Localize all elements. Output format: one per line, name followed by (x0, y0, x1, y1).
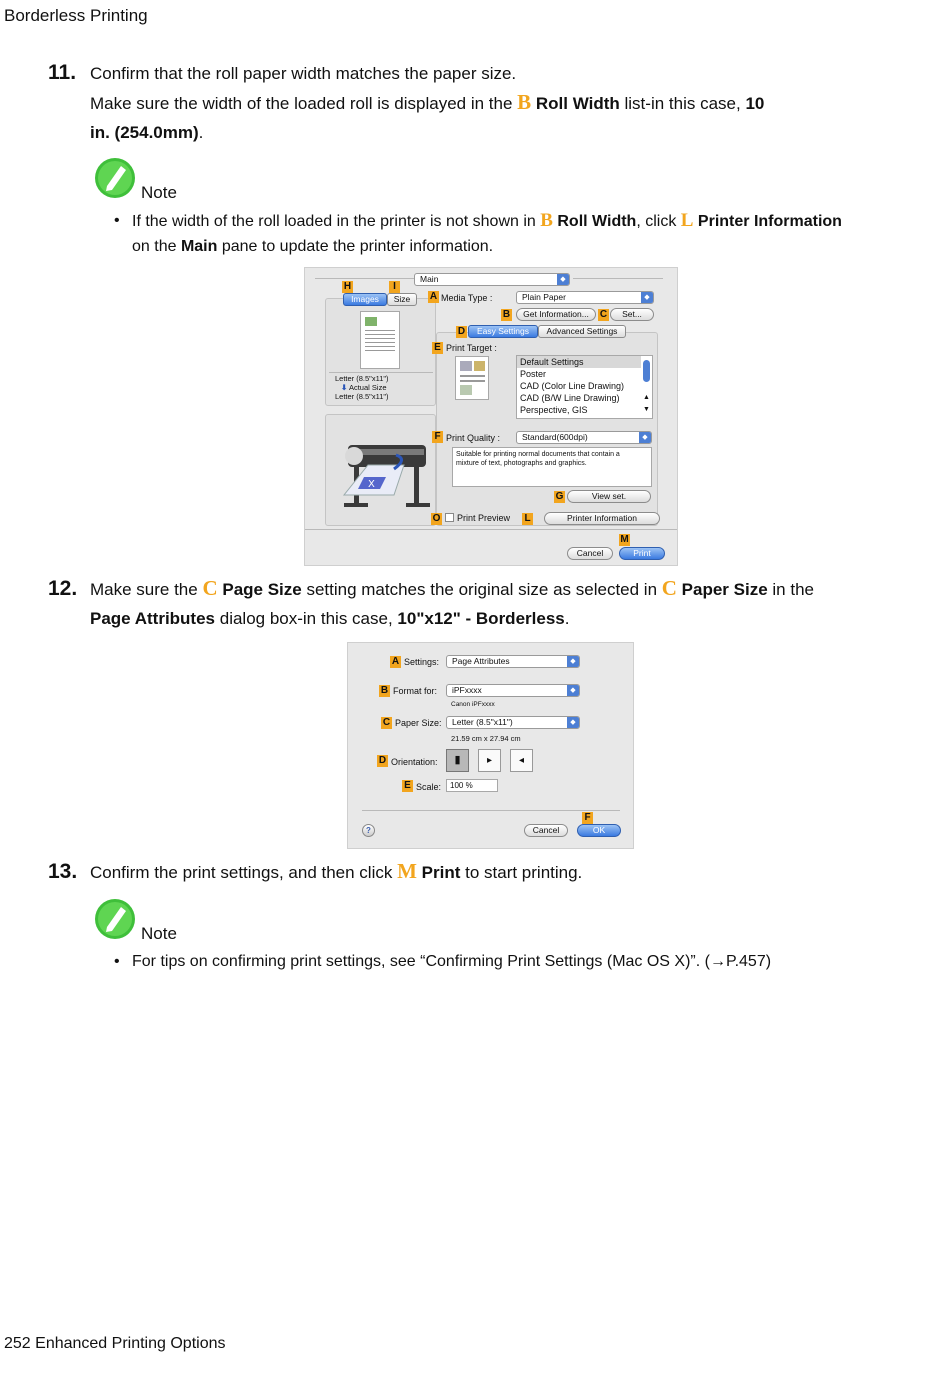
svg-text:X: X (368, 479, 375, 490)
print-preview-checkbox[interactable] (445, 513, 454, 522)
pencil-note-icon (94, 157, 136, 199)
print-target-list[interactable] (516, 355, 653, 419)
note-label: Note (141, 924, 177, 943)
tab-size[interactable]: Size (387, 293, 417, 306)
step-12: 12. Make sure the C Page Size setting matches the original size as selected in C Paper Size in the Page Attributes dialog box-in this case, 10"x12" - Borderless. (48, 576, 814, 628)
page-preview (360, 311, 400, 369)
portrait-orientation-icon[interactable]: ▮ (446, 749, 469, 772)
note-item: • If the width of the roll loaded in the printer is not shown in B Roll Width, click L Printer Information on the Main pane to update the printer information. (114, 210, 842, 255)
tab-easy-settings[interactable]: Easy Settings (468, 325, 538, 338)
settings-select[interactable]: Page Attributes ◆ (446, 655, 580, 668)
view-set-button[interactable]: View set. (567, 490, 651, 503)
scrollbar-thumb[interactable] (643, 360, 650, 382)
cancel-button[interactable]: Cancel (567, 547, 613, 560)
tab-advanced-settings[interactable]: Advanced Settings (538, 325, 626, 338)
step-11: 11. Confirm that the roll paper width matches the paper size. Make sure the width of the loaded roll is displayed in the B Roll Width list-in this case, 10 in. (254.0mm). (48, 58, 764, 147)
page-header: Borderless Printing (4, 6, 148, 25)
cancel-button[interactable]: Cancel (524, 824, 568, 837)
page-footer: 252 Enhanced Printing Options (4, 1335, 226, 1352)
arrow-down-icon: ⬇ (341, 383, 348, 392)
note-label: Note (141, 183, 177, 202)
help-button[interactable]: ? (362, 824, 375, 837)
list-item[interactable]: Default Settings (520, 357, 584, 367)
print-button[interactable]: Print (619, 547, 665, 560)
step-13: 13. Confirm the print settings, and then click M Print to start printing. (48, 857, 582, 887)
list-item[interactable]: Poster (520, 369, 547, 379)
print-quality-select[interactable]: Standard(600dpi) ◆ (516, 431, 652, 444)
printer-information-button[interactable]: Printer Information (544, 512, 660, 525)
scroll-up-icon[interactable]: ▲ (643, 394, 650, 401)
format-for-select[interactable]: iPFxxxx ◆ (446, 684, 580, 697)
note-item: • For tips on confirming print settings, see “Confirming Print Settings (Mac OS X)”. (→P.457) (114, 953, 772, 970)
media-type-select[interactable]: Plain Paper ◆ (516, 291, 654, 304)
landscape-orientation-icon[interactable]: ▸ (478, 749, 501, 772)
ok-button[interactable]: OK (577, 824, 621, 837)
quality-description: Suitable for printing normal documents that contain a mixture of text, photographs and graphics. (452, 447, 652, 487)
tab-images[interactable]: Images (343, 293, 387, 306)
printer-image-panel (325, 414, 436, 526)
pane-select[interactable]: Main ◆ (414, 273, 570, 286)
paper-size-select[interactable]: Letter (8.5"x11") ◆ (446, 716, 580, 729)
reverse-landscape-orientation-icon[interactable]: ◂ (510, 749, 533, 772)
target-preview-icon (455, 356, 489, 400)
get-information-button[interactable]: Get Information... (516, 308, 596, 321)
page-attributes-dialog: A Settings: Page Attributes ◆ B Format for: iPFxxxx ◆ Canon iPFxxxx C Paper Size: Letter (8.5"x11") ◆ 21.59 cm x 27.94 cm D Orientation: ▮ ▸ ◂ E Scale: 100 % F ? Cancel OK (347, 642, 634, 849)
list-item[interactable]: CAD (B/W Line Drawing) (520, 393, 620, 403)
list-item[interactable]: CAD (Color Line Drawing) (520, 381, 625, 391)
pencil-note-icon (94, 898, 136, 940)
list-item[interactable]: Perspective, GIS (520, 405, 588, 415)
step-number: 13. (48, 860, 78, 883)
callout-letter: B (517, 90, 532, 114)
step-number: 11. (48, 61, 77, 84)
scale-input[interactable]: 100 % (446, 779, 498, 792)
print-dialog-main: Main ◆ H I Images Size Letter (8.5"x11") ⬇ Actual Size Letter (8.5"x11") X A Media Type : Plain Paper ◆ B Get Information... C Set... D Easy Settings Advanced Settings E Print Target : Default Settings Poster CAD (Color Line Drawing) CAD (B/W Line Drawing) Perspective, GIS ▲ ▼ F Print Quality : Standard(600dpi) ◆ Suitable for printing normal documents that contain a mixture of text, photographs and graphics. G View set. O Print Preview L Printer Information M Cancel Print (304, 267, 678, 566)
scroll-down-icon[interactable]: ▼ (643, 406, 650, 413)
set-button[interactable]: Set... (610, 308, 654, 321)
printer-image-icon (334, 425, 430, 517)
step-number: 12. (48, 577, 78, 600)
